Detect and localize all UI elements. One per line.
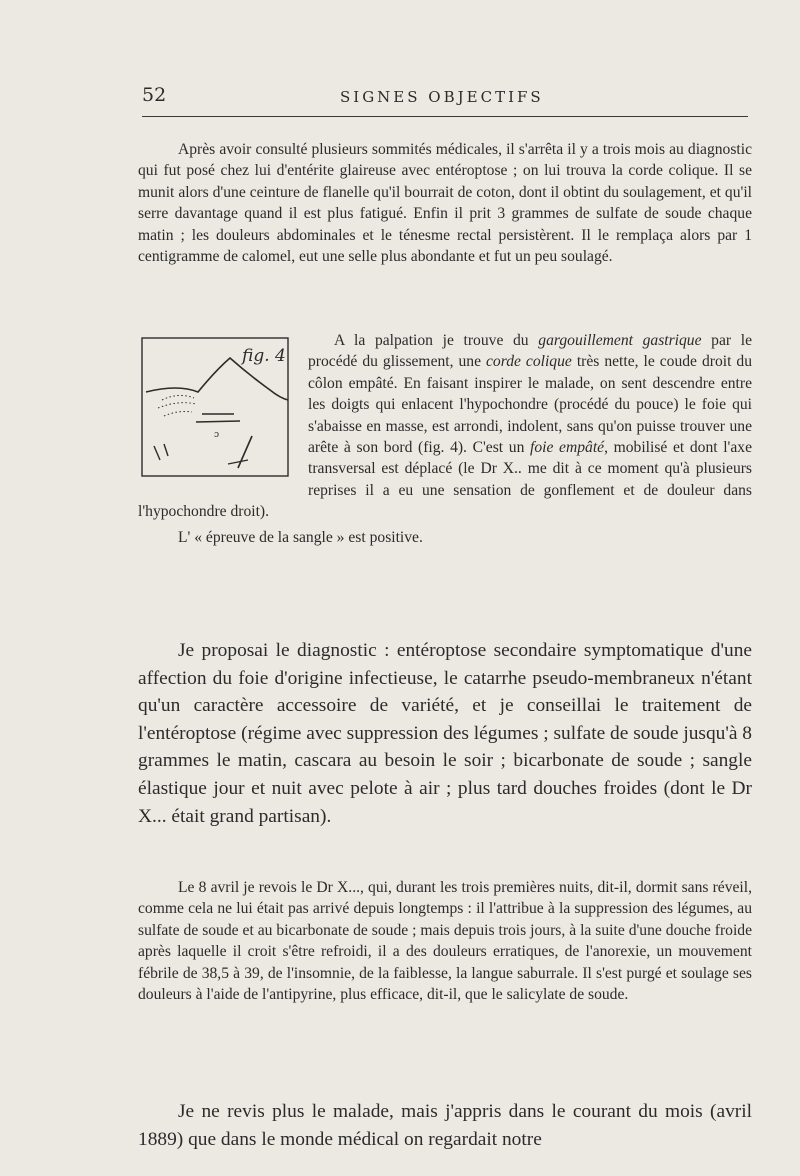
paragraph-5 bbox=[138, 877, 752, 1005]
paragraph-4 bbox=[138, 637, 752, 830]
figure-label: fig. 4 bbox=[242, 346, 286, 366]
p2-emphasis-foie: foie empâté bbox=[530, 439, 605, 457]
p2-text-e: très nette, le coude droit du côlon empâté. En faisant inspirer le malade, on sent descendre entre les doigts qui enlacent l'hypochondre (procédé du pouce) le foie qui s'abaisse en masse, est arrondi, indolent, sans qu'on puisse trouver une arête à son bord (fig. 4). C'est un bbox=[308, 353, 752, 457]
p2-text-a: A la palpation je trouve du bbox=[334, 332, 539, 349]
figure-block bbox=[138, 330, 752, 548]
paragraph-5-text: Le 8 avril je revois le Dr X..., qui, durant les trois premières nuits, dit-il, dormit sans réveil, comme cela ne lui était pas arrivé depuis longtemps : il l'attribue à la suppression des légumes, au sulfate de soude et au bicarbonate de soude ; mais depuis trois jours, à la suite d'une douche froide après laquelle il croit s'être refroidi, il a des douleurs erratiques, de l'anorexie, un mouvement fébrile de 38,5 à 39, de l'insomnie, de la faiblesse, la langue saburrale. Il s'est purgé et soulage ses douleurs à l'aide de l'antipyrine, plus efficace, dit-il, que le salicylate de soude. bbox=[138, 879, 752, 1004]
p2-text-g: , mobilisé et dont l'axe transversal est déplacé (le Dr X.. me dit à ce moment qu'à plusieurs reprises il a eu une sensation de gonflement et de douleur dans l'hypochondre droit). bbox=[138, 439, 753, 521]
p2-emphasis-corde: corde colique bbox=[486, 353, 572, 371]
paragraph-6 bbox=[138, 1098, 752, 1153]
paragraph-6-text: Je ne revis plus le malade, mais j'appris dans le courant du mois (avril 1889) que dans le monde médical on regardait notre bbox=[138, 1101, 752, 1150]
paragraph-3-text: L' « épreuve de la sangle » est positive. bbox=[178, 528, 423, 546]
figure-4 bbox=[138, 334, 292, 482]
page-header bbox=[142, 84, 748, 110]
p2-emphasis-gargouillement: gargouillement gastrique bbox=[538, 332, 702, 349]
page-number: 52 bbox=[142, 84, 167, 106]
svg-text:ɔ: ɔ bbox=[214, 430, 220, 440]
p2-text-c: par le procédé du glissement, une bbox=[308, 332, 752, 371]
paragraph-1 bbox=[138, 139, 752, 267]
header-rule bbox=[142, 116, 748, 117]
running-title: SIGNES OBJECTIFS bbox=[340, 88, 544, 106]
paragraph-1-text: Après avoir consulté plusieurs sommités médicales, il s'arrêta il y a trois mois au diagnostic qui fut posé chez lui d'entérite glaireuse avec entéroptose ; on lui trouva la corde colique. Il se munit alors d'une ceinture de flanelle qu'il bourrait de coton, dont il obtint du soulagement, et qu'il serre davantage quand il est plus fatigué. Enfin il prit 3 grammes de sulfate de soude chaque matin ; les douleurs abdominales et le ténesme rectal persistèrent. Il le remplaça alors par 1 centigramme de calomel, eut une selle plus abondante et fut un peu soulagé. bbox=[138, 141, 752, 266]
paragraph-4-text: Je proposai le diagnostic : entéroptose secondaire symptomatique d'une affection du foie d'origine infectieuse, le catarrhe pseudo-membraneux n'étant qu'un caractère accessoire de variété, et je conseillai le traitement de l'entéroptose (régime avec suppression des légumes ; sulfate de soude jusqu'à 8 grammes le matin, cascara au besoin le soir ; bicarbonate de soude ; sangle élastique jour et nuit avec pelote à air ; plus tard douches froides (dont le Dr X... était grand partisan). bbox=[138, 640, 752, 827]
